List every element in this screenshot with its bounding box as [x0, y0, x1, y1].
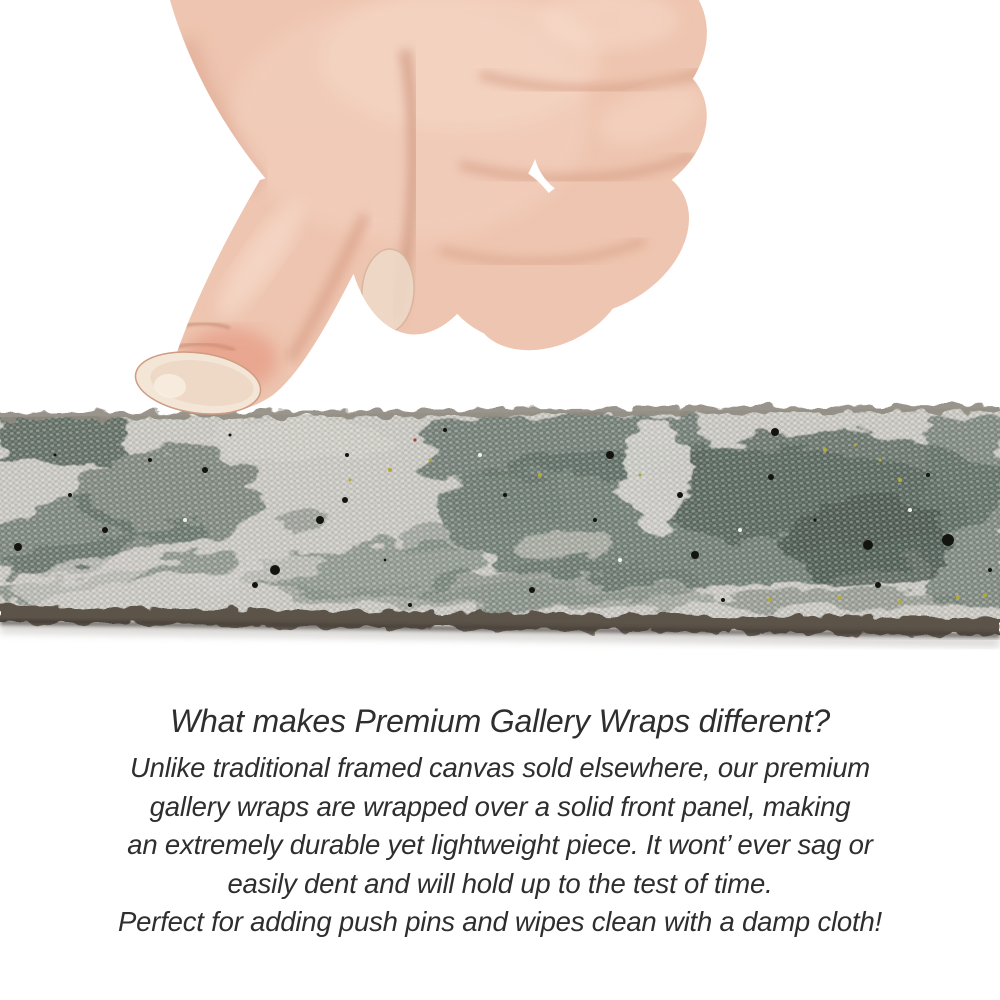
info-line-2: gallery wraps are wrapped over a solid front panel, making — [149, 790, 851, 822]
info-line-3: an extremely durable yet lightweight piece. It wont’ ever sag or — [127, 829, 873, 860]
info-line-5: Perfect for adding push pins and wipes clean with a damp cloth! — [118, 906, 882, 937]
info-line-4: easily dent and will hold up to the test of time. — [227, 867, 773, 899]
canvas-weave-texture — [0, 408, 1000, 623]
canvas-band — [0, 400, 1000, 660]
hand-graphic — [110, 0, 730, 420]
info-line-1: Unlike traditional framed canvas sold elsewhere, our premium — [129, 752, 870, 783]
info-text-block — [0, 701, 1000, 942]
info-heading: What makes Premium Gallery Wraps different? — [169, 703, 831, 739]
